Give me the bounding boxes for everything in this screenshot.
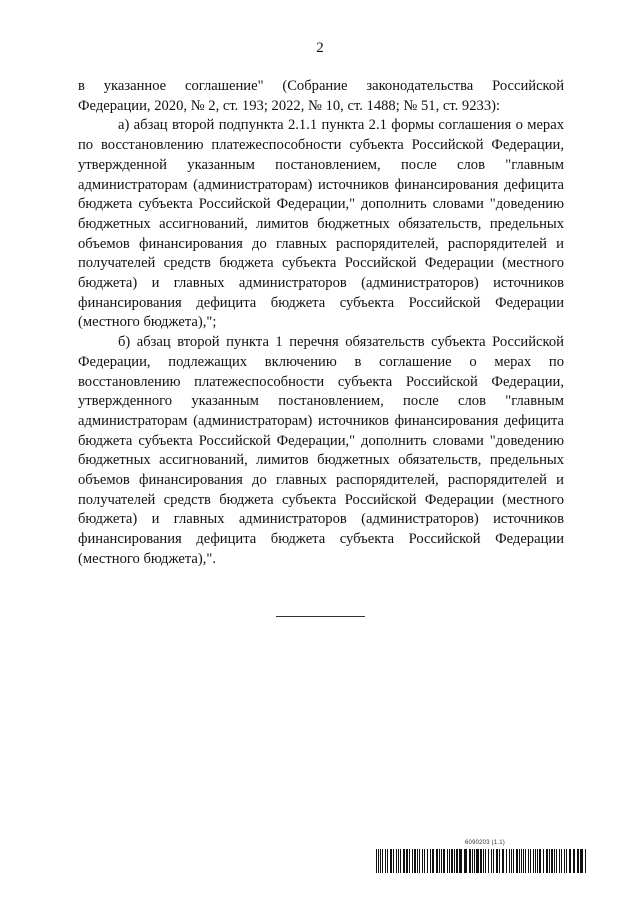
barcode-icon <box>376 849 588 873</box>
paragraph-intro: в указанное соглашение" (Собрание законодательства Российской Федерации, 2020, № 2, ст. 193; 2022, № 10, ст. 1488; № 51, ст. 9233): <box>78 78 564 114</box>
page-number: 2 <box>316 40 324 56</box>
paragraph-item-b: б) абзац второй пункта 1 перечня обязательств субъекта Российской Федерации, подлежащих включению в соглашение о мерах по восстановлению платежеспособности субъекта Российской Федерации, утвержденного указанным постановлением, после слов "главным администраторам (администраторам) источников финансирования дефицита бюджета субъекта Российской Федерации," дополнить словами "доведению бюджетных ассигнований, лимитов бюджетных обязательств, предельных объемов финансирования до главных распорядителей, распорядителей и получателей средств бюджета субъекта Российской Федерации (местного бюджета) и главных администраторов (администраторов) источников финансирования дефицита бюджета субъекта Российской Федерации (местного бюджета),". <box>78 334 564 567</box>
document-code: 6090203 (1.1) <box>465 840 505 846</box>
document-body <box>78 77 564 570</box>
paragraph-item-a: а) абзац второй подпункта 2.1.1 пункта 2.1 формы соглашения о мерах по восстановлению платежеспособности субъекта Российской Федерации, утвержденной указанным постановлением, после слов "главным администраторам (администраторам) источников финансирования дефицита бюджета субъекта Российской Федерации," дополнить словами "доведению бюджетных ассигнований, лимитов бюджетных обязательств, предельных объемов финансирования до главных распорядителей, распорядителей и получателей средств бюджета субъекта Российской Федерации (местного бюджета) и главных администраторов (администраторов) источников финансирования дефицита бюджета субъекта Российской Федерации (местного бюджета),"; <box>78 117 564 331</box>
end-of-text-rule <box>276 616 365 617</box>
